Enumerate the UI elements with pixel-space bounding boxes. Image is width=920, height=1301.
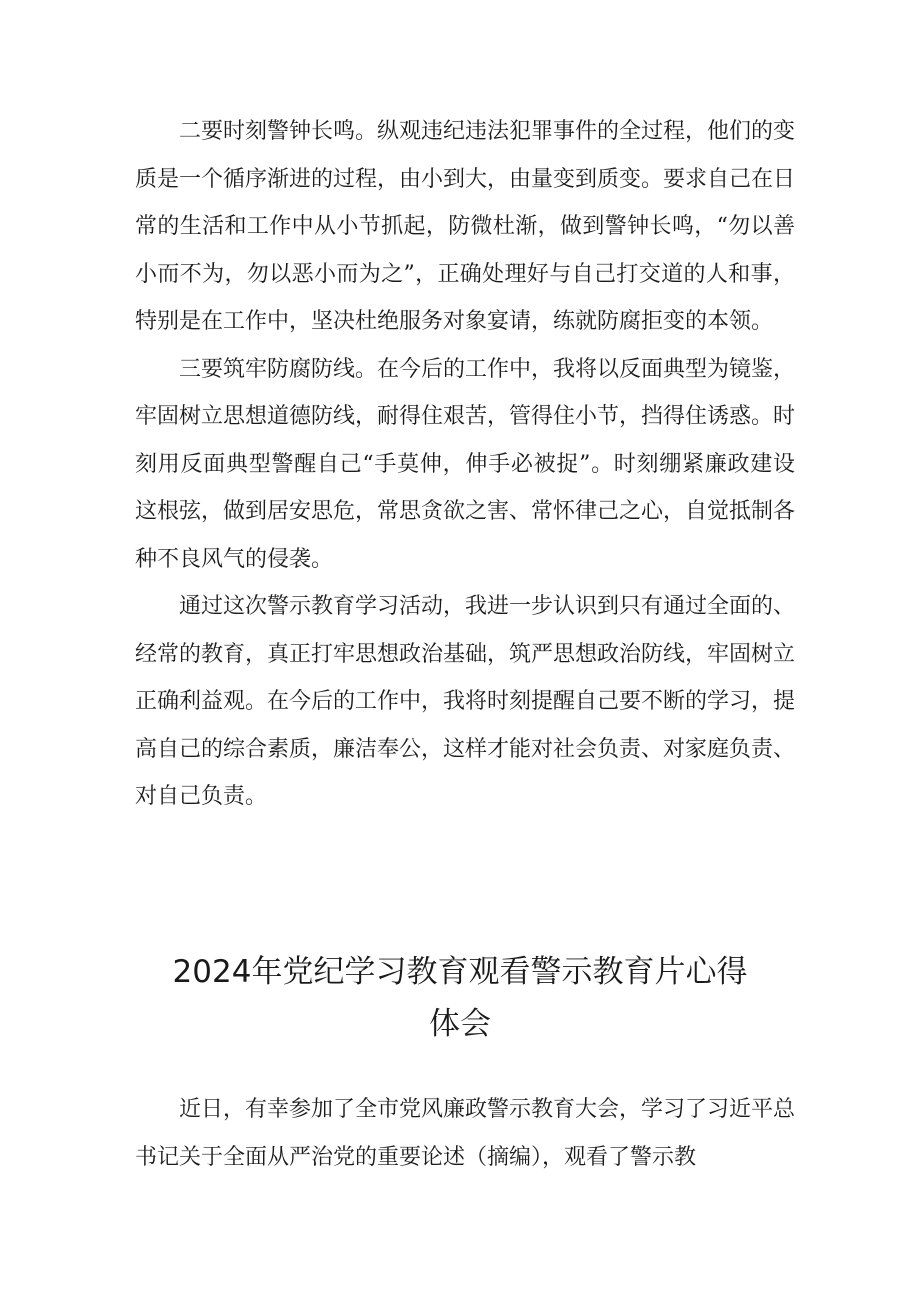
body-section-bottom xyxy=(135,1086,795,1181)
article-title-line-2: 体会 xyxy=(429,1006,491,1042)
paragraph: 二要时刻警钟长鸣。纵观违纪违法犯罪事件的全过程，他们的变质是一个循序渐进的过程，由小到大，由量变到质变。要求自己在日常的生活和工作中从小节抓起，防微杜渐，做到警钟长鸣，“勿以善小而不为，勿以恶小而为之”，正确处理好与自己打交道的人和事，特别是在工作中，坚决杜绝服务对象宴请，练就防腐拒变的本领。 xyxy=(135,119,796,334)
article-title-line-1: 2024年党纪学习教育观看警示教育片心得 xyxy=(172,954,748,990)
paragraph: 通过这次警示教育学习活动，我进一步认识到只有通过全面的、经常的教育，真正打牢思想政治基础，筑严思想政治防线，牢固树立正确利益观。在今后的工作中，我将时刻提醒自己要不断的学习，提高自己的综合素质，廉洁奉公，这样才能对社会负责、对家庭负责、对自己负责。 xyxy=(135,594,796,809)
paragraph: 三要筑牢防腐防线。在今后的工作中，我将以反面典型为镜鉴，牢固树立思想道德防线，耐得住艰苦，管得住小节，挡得住诱惑。时刻用反面典型警醒自己“手莫伸，伸手必被捉”。时刻绷紧廉政建设这根弦，做到居安思危，常思贪欲之害、常怀律己之心，自觉抵制各种不良风气的侵袭。 xyxy=(135,356,796,572)
body-section-top xyxy=(135,108,795,821)
paragraph: 近日，有幸参加了全市党风廉政警示教育大会，学习了习近平总书记关于全面从严治党的重要论述（摘编），观看了警示教 xyxy=(135,1097,796,1170)
article-title xyxy=(125,946,795,1050)
